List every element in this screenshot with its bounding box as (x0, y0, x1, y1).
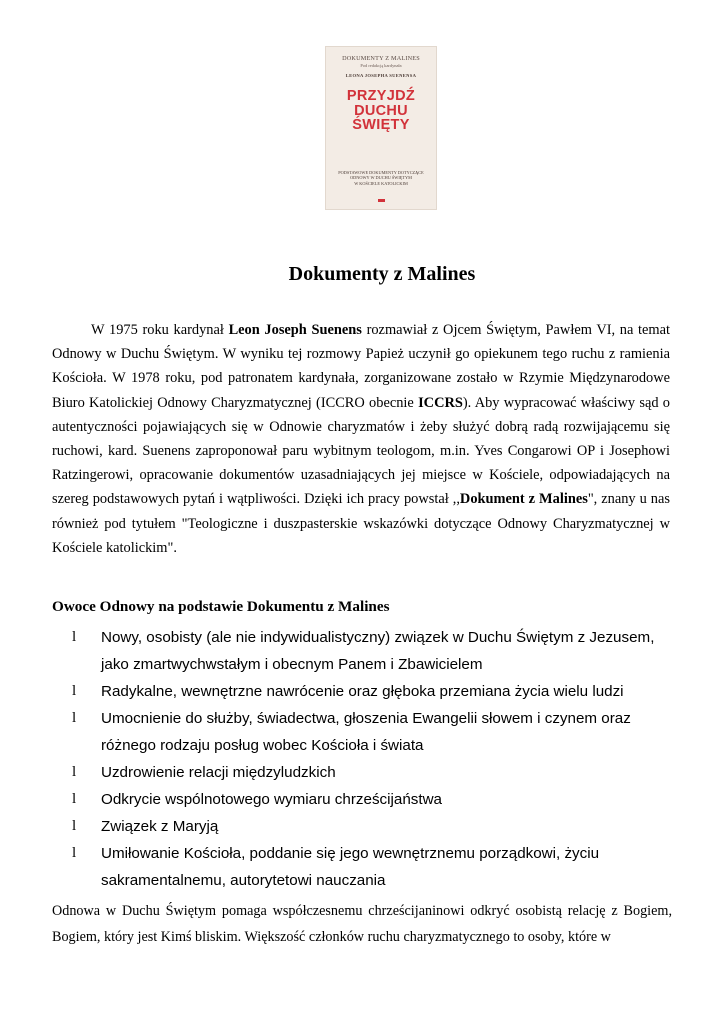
iccrs-acronym: ICCRS (418, 394, 463, 411)
bullet-marker: l (72, 683, 77, 699)
fruits-list (52, 624, 672, 894)
bullet-marker: l (72, 710, 77, 726)
intro-text-2: rozmawiał z Ojcem Świętym, Pawłem VI, na temat Odnowy w Duchu Świętym. W wyniku tej rozmowy Papież uczynił go opiekunem tego ruchu z ramienia Kościoła. W 1978 roku, pod patronatem kardynała, zorganizowane zostało w Rzymie Międzynarodowe Biuro Katolickiej Odnowy Charyzmatycznej (ICCRO obecnie (52, 322, 671, 411)
list-item-text: Radykalne, wewnętrzne nawrócenie oraz głęboka przemiana życia wielu ludzi (101, 683, 624, 700)
intro-paragraph (52, 318, 670, 560)
list-item-text: Uzdrowienie relacji międzyludzkich (101, 764, 336, 781)
closing-paragraph: Odnowa w Duchu Świętym pomaga współczesnemu chrześcijaninowi odkryć osobistą relację z Bogiem, Bogiem, który jest Kimś bliskim. Większość członków ruchu charyzmatycznego to osoby, które w (52, 903, 672, 945)
bullet-marker: l (72, 791, 77, 807)
cover-title (326, 89, 436, 133)
cover-author: LEONA JOSEPHA SUENENSA (345, 73, 417, 78)
list-item-text: Nowy, osobisty (ale nie indywidualistyczny) związek w Duchu Świętym z Jezusem, jako zmartwychwstałym i obecnym Panem i Zbawicielem (101, 629, 655, 673)
list-item (52, 840, 672, 894)
cover-publisher-logo (378, 199, 385, 202)
list-item (52, 705, 672, 759)
cover-editor-line: Pod redakcją kardynała (360, 63, 402, 68)
list-item-text: Związek z Maryją (101, 818, 219, 835)
list-item (52, 786, 672, 813)
cover-description (326, 170, 436, 186)
bullet-marker: l (72, 629, 77, 645)
bullet-marker: l (72, 818, 77, 834)
list-item (52, 624, 672, 678)
list-item (52, 759, 672, 786)
intro-text-3: ). Aby wypracować właściwy sąd o autentyczności pojawiających się w Odnowie charyzmatów i żeby służyć dobrą radą rozwijającemu się ruchowi, kard. Suenens zaproponował paru wybitnym teologom, m.in. Yves Congarowi OP i Josephowi Ratzingerowi, opracowanie dokumentów uzasadniających jej miejsce w Kościele, odpowiadających na szereg podstawowych pytań i wątpliwości. Dzięki ich pracy powstał ,, (52, 394, 670, 508)
intro-text-1: W 1975 roku kardynał (91, 322, 229, 338)
list-item-text: Umiłowanie Kościoła, poddanie się jego wewnętrznemu porządkowi, życiu sakramentalnemu, autorytetowi nauczania (101, 845, 600, 889)
cover-title-line-3: ŚWIĘTY (352, 117, 410, 133)
list-item (52, 813, 672, 840)
cover-series-text: DOKUMENTY Z MALINES (342, 55, 420, 62)
bullet-marker: l (72, 845, 77, 861)
cardinal-name: Leon Joseph Suenens (228, 322, 362, 338)
list-item-text: Odkrycie wspólnotowego wymiaru chrześcijaństwa (101, 791, 443, 808)
document-name: Dokument z Malines (459, 491, 588, 508)
page-title: Dokumenty z Malines (288, 263, 476, 285)
list-item-text: Umocnienie do służby, świadectwa, głoszenia Ewangelii słowem i czynem oraz różnego rodzaju posług wobec Kościoła i świata (101, 710, 631, 754)
cover-desc-line-1: PODSTAWOWE DOKUMENTY DOTYCZĄCE (338, 170, 424, 175)
cover-title-line-1: PRZYJDŹ (346, 88, 416, 104)
cover-desc-line-3: W KOŚCIELE KATOLICKIM (354, 180, 408, 186)
book-cover-image (325, 46, 437, 210)
cover-desc-line-2: ODNOWY W DUCHU ŚWIĘTYM (350, 175, 412, 181)
intro-text-4: ", znany u nas również pod tytułem "Teologiczne i duszpasterskie wskazówki dotyczące Odnowy Charyzmatycznej w Kościele katolickim". (52, 491, 670, 556)
cover-title-line-2: DUCHU (354, 102, 408, 119)
list-item (52, 678, 672, 705)
fruits-heading: Owoce Odnowy na podstawie Dokumentu z Malines (52, 598, 390, 615)
bullet-marker: l (72, 764, 77, 780)
